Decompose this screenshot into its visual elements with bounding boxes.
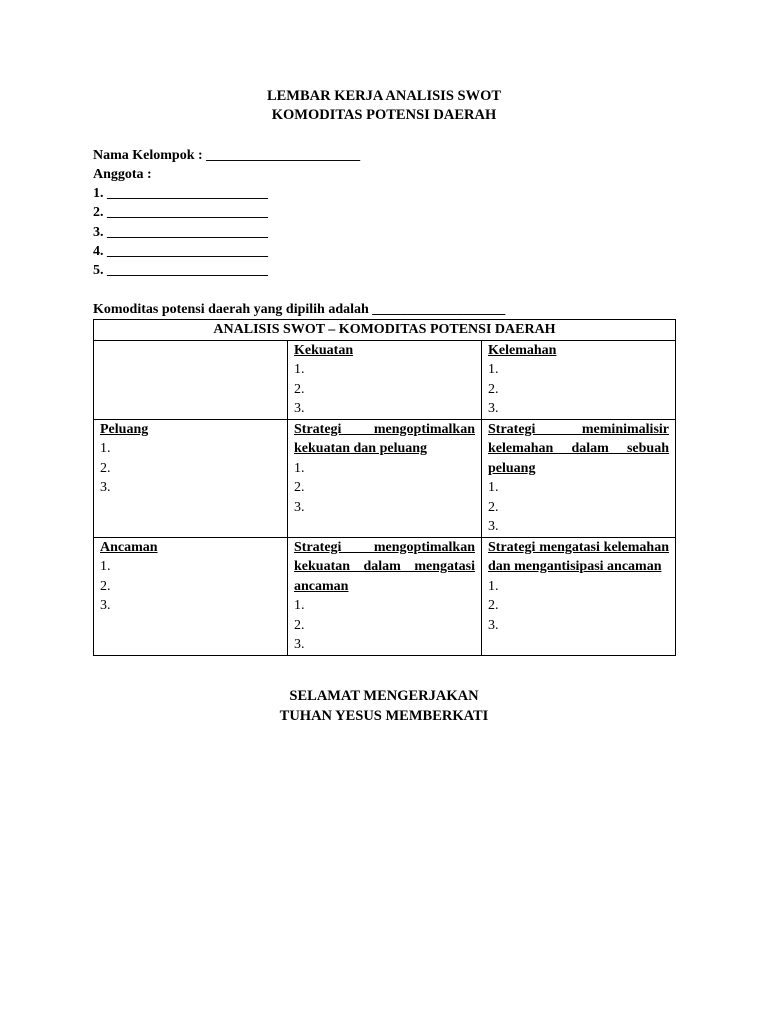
page-title: LEMBAR KERJA ANALISIS SWOT	[266, 88, 502, 104]
group-name-field: Nama Kelompok : ______________________	[93, 148, 361, 163]
list-item: 1.	[488, 578, 499, 594]
member-line: 4. _______________________	[93, 244, 268, 259]
page-subtitle: KOMODITAS POTENSI DAERAH	[271, 107, 497, 123]
list-item: 1.	[294, 598, 305, 613]
list-item: 3.	[294, 499, 305, 515]
list-item: 2.	[488, 381, 499, 397]
opportunities-title: Peluang	[100, 421, 149, 437]
swot-table-header: ANALISIS SWOT – KOMODITAS POTENSI DAERAH	[94, 320, 676, 341]
blessing-line: TUHAN YESUS MEMBERKATI	[279, 708, 489, 724]
list-item: 2.	[294, 480, 305, 495]
so-strategy-title: Strategi mengoptimalkan kekuatan dan peluang	[294, 421, 475, 456]
closing-line: SELAMAT MENGERJAKAN	[289, 688, 479, 704]
list-item: 1.	[294, 362, 305, 377]
member-line: 1. _______________________	[93, 186, 268, 201]
wt-strategy-cell	[482, 537, 676, 655]
wt-strategy-title: Strategi mengatasi kelemahan dan mengantisipasi ancaman	[488, 539, 669, 574]
strengths-title: Kekuatan	[294, 342, 354, 358]
list-item: 2.	[294, 381, 305, 397]
swot-table	[93, 319, 676, 656]
list-item: 3.	[488, 519, 499, 534]
threats-cell	[94, 537, 288, 655]
threats-title: Ancaman	[100, 539, 158, 555]
list-item: 1.	[294, 460, 305, 476]
list-item: 1.	[488, 362, 499, 377]
wo-strategy-title: Strategi meminimalisir kelemahan dalam sebuah peluang	[488, 421, 669, 476]
members-label: Anggota :	[93, 167, 152, 182]
list-item: 3.	[100, 480, 111, 495]
list-item: 3.	[488, 401, 499, 416]
list-item: 1.	[100, 441, 111, 456]
weaknesses-cell	[482, 340, 676, 419]
list-item: 2.	[100, 460, 111, 476]
so-strategy-cell	[288, 419, 482, 537]
member-line: 5. _______________________	[93, 263, 268, 278]
weaknesses-title: Kelemahan	[488, 342, 557, 358]
list-item: 3.	[294, 401, 305, 416]
commodity-line: Komoditas potensi daerah yang dipilih adalah ___________________	[93, 302, 506, 317]
empty-corner-cell	[94, 340, 288, 419]
list-item: 2.	[100, 578, 111, 594]
opportunities-cell	[94, 419, 288, 537]
list-item: 1.	[488, 480, 499, 495]
list-item: 3.	[294, 637, 305, 652]
st-strategy-title: Strategi mengoptimalkan kekuatan dalam mengatasi ancaman	[294, 539, 475, 594]
wo-strategy-cell	[482, 419, 676, 537]
list-item: 2.	[488, 598, 499, 613]
list-item: 3.	[488, 617, 499, 633]
list-item: 1.	[100, 559, 111, 574]
strengths-cell	[288, 340, 482, 419]
list-item: 2.	[488, 499, 499, 515]
member-line: 2. _______________________	[93, 205, 268, 220]
member-line: 3. _______________________	[93, 225, 268, 240]
st-strategy-cell	[288, 537, 482, 655]
list-item: 3.	[100, 598, 111, 613]
list-item: 2.	[294, 617, 305, 633]
